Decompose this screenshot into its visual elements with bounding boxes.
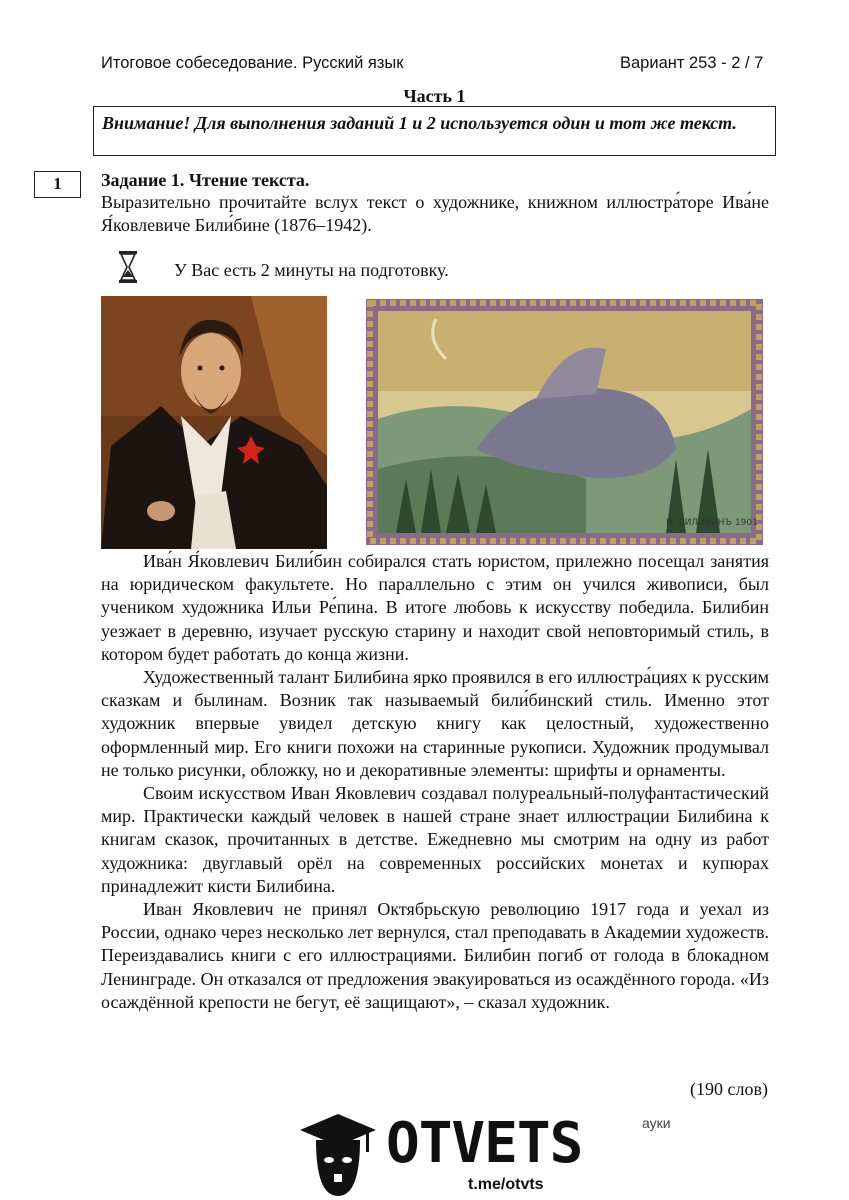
- logo-name: OTVETS: [386, 1111, 583, 1176]
- hourglass-icon: [118, 250, 138, 284]
- bilibin-illustration-image: [366, 299, 763, 545]
- text-paragraph: Ива́н Я́ковлевич Били́бин собирался стать юристом, прилежно посещал занятия на юридическом факультете. Но параллельно с этим он учился живописи, был учеником художника Ильи Ре́пина. В итоге любовь к искусству победила. Билибин уезжает в деревню, изучает русскую старину и находит свой неповторимый стиль, в котором будет работать до конца жизни.: [101, 551, 769, 664]
- prep-time: У Вас есть 2 минуты на подготовку.: [174, 260, 449, 280]
- task-instruction: Выразительно прочитайте вслух текст о художнике, книжном иллюстра́торе Ива́не Я́ковлевиче Били́бине (1876–1942).: [101, 192, 769, 235]
- header-variant: Вариант 253 - 2 / 7: [620, 54, 764, 72]
- task-title: Задание 1. Чтение текста.: [101, 170, 310, 190]
- word-count: (190 слов): [690, 1079, 768, 1099]
- attention-box: Внимание! Для выполнения заданий 1 и 2 используется один и тот же текст.: [93, 106, 776, 156]
- painting-signature: И. БИЛИБИНЪ 1901: [666, 518, 758, 528]
- part-title: Часть 1: [403, 86, 466, 106]
- text-paragraph: Своим искусством Иван Яковлевич создавал полуреальный-полуфантастический мир. Практически каждый человек в нашей стране знает иллюстрации Билибина к книгам сказок, прочитанных в детстве. Ежедневно мы смотрим на одну из работ художника: двуглавый орёл на современных российских монетах и купюрах принадлежит кисти Билибина.: [101, 783, 769, 896]
- otvets-logo: [298, 1111, 583, 1198]
- task-number-box: 1: [34, 171, 81, 198]
- bilibin-portrait-image: [101, 296, 327, 549]
- main-text: [101, 550, 769, 1014]
- text-paragraph: Иван Яковлевич не принял Октябрьскую революцию 1917 года и уехал из России, однако через несколько лет вернулся, стал преподавать в Академии художеств. Переиздавались книги с его иллюстрациями. Билибин погиб от голода в блокадном Ленинграде. Он отказался от предложения эвакуироваться из осаждённого города. «Из осаждённой крепости не бегут, её защищают», – сказал художник.: [101, 899, 769, 1012]
- graduate-mask-icon: [298, 1112, 378, 1198]
- text-paragraph: Художественный талант Билибина ярко проявился в его иллюстра́циях к русским сказкам и былинам. Возник так называемый били́бинский стиль. Именно этот художник впервые увидел детскую книгу как целостный, художественно оформленный мир. Его книги похожи на старинные рукописи. Художник продумывал не только рисунки, обложку, но и декоративные элементы: шрифты и орнаменты.: [101, 667, 769, 780]
- footer-fragment: ауки: [642, 1115, 671, 1131]
- header-title: Итоговое собеседование. Русский язык: [101, 54, 404, 72]
- logo-link[interactable]: t.me/otvts: [468, 1176, 544, 1193]
